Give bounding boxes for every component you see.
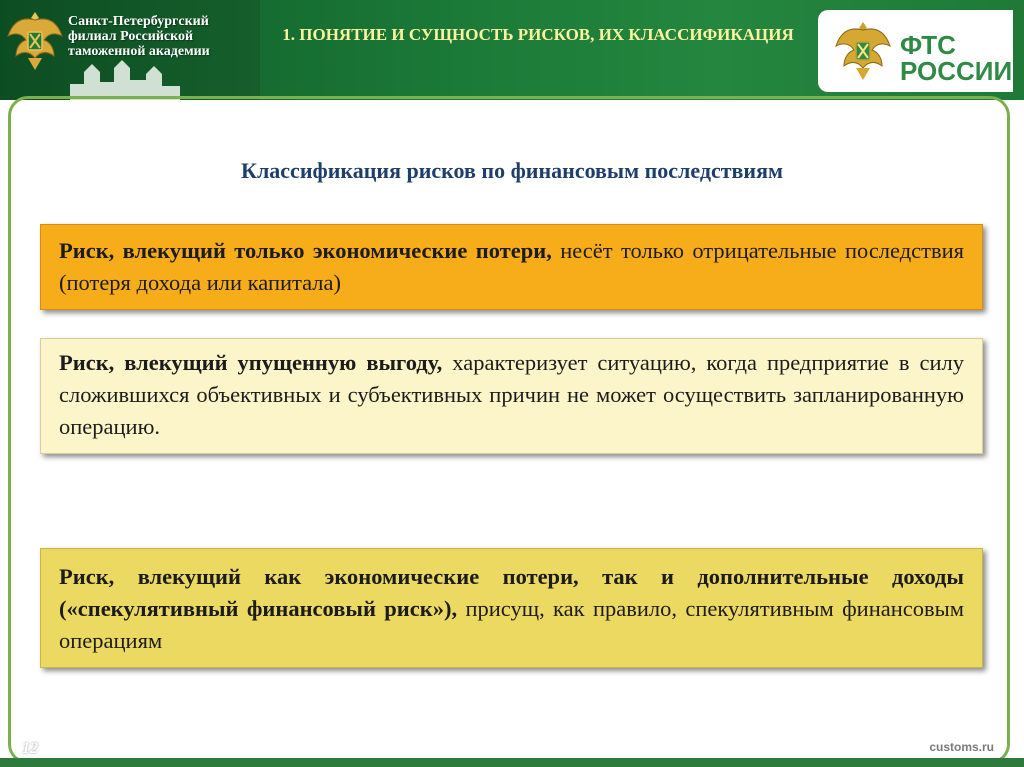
- risk-box-2-text: характеризует ситуацию, когда предприятие в силу сложившихся объективных и субъективных причин не может осуществить запланированную операцию.: [59, 350, 964, 439]
- risk-box-3-text: присущ, как правило, спекулятивным финансовым операциям: [59, 596, 964, 653]
- header-bar: [0, 0, 1024, 100]
- academy-logo-area: [0, 0, 260, 100]
- risk-box-3-bold: Риск, влекущий как экономические потери, так и дополнительные доходы («спекулятивный финансовый риск»),: [59, 564, 964, 621]
- branch-name: Санкт-Петербургский филиал Российской таможенной академии: [68, 14, 210, 59]
- fts-line2: РОССИИ: [900, 56, 1013, 86]
- building-silhouette-icon: [70, 58, 180, 100]
- fts-logo: [818, 10, 1013, 92]
- footer-site: customs.ru: [929, 740, 994, 754]
- risk-box-economic-losses: [40, 224, 983, 310]
- footer-bar: [0, 758, 1024, 767]
- risk-box-1-text: несёт только отрицательные последствия (потеря дохода или капитала): [59, 238, 965, 295]
- fts-line1: ФТС: [900, 30, 956, 60]
- fts-wordmark: [900, 32, 1012, 84]
- eagle-emblem-icon: [6, 6, 64, 74]
- risk-box-2-bold: Риск, влекущий упущенную выгоду,: [59, 350, 443, 375]
- fts-eagle-emblem-icon: [834, 18, 892, 84]
- risk-box-speculative: [40, 548, 983, 668]
- slide-subtitle: Классификация рисков по финансовым последствиям: [241, 158, 783, 183]
- risk-box-1-bold: Риск, влекущий только экономические потери,: [59, 238, 552, 263]
- slide-title: 1. ПОНЯТИЕ И СУЩНОСТЬ РИСКОВ, ИХ КЛАССИФИКАЦИЯ: [282, 25, 794, 44]
- risk-box-lost-profit: [40, 338, 983, 454]
- page-number: 12: [22, 740, 38, 757]
